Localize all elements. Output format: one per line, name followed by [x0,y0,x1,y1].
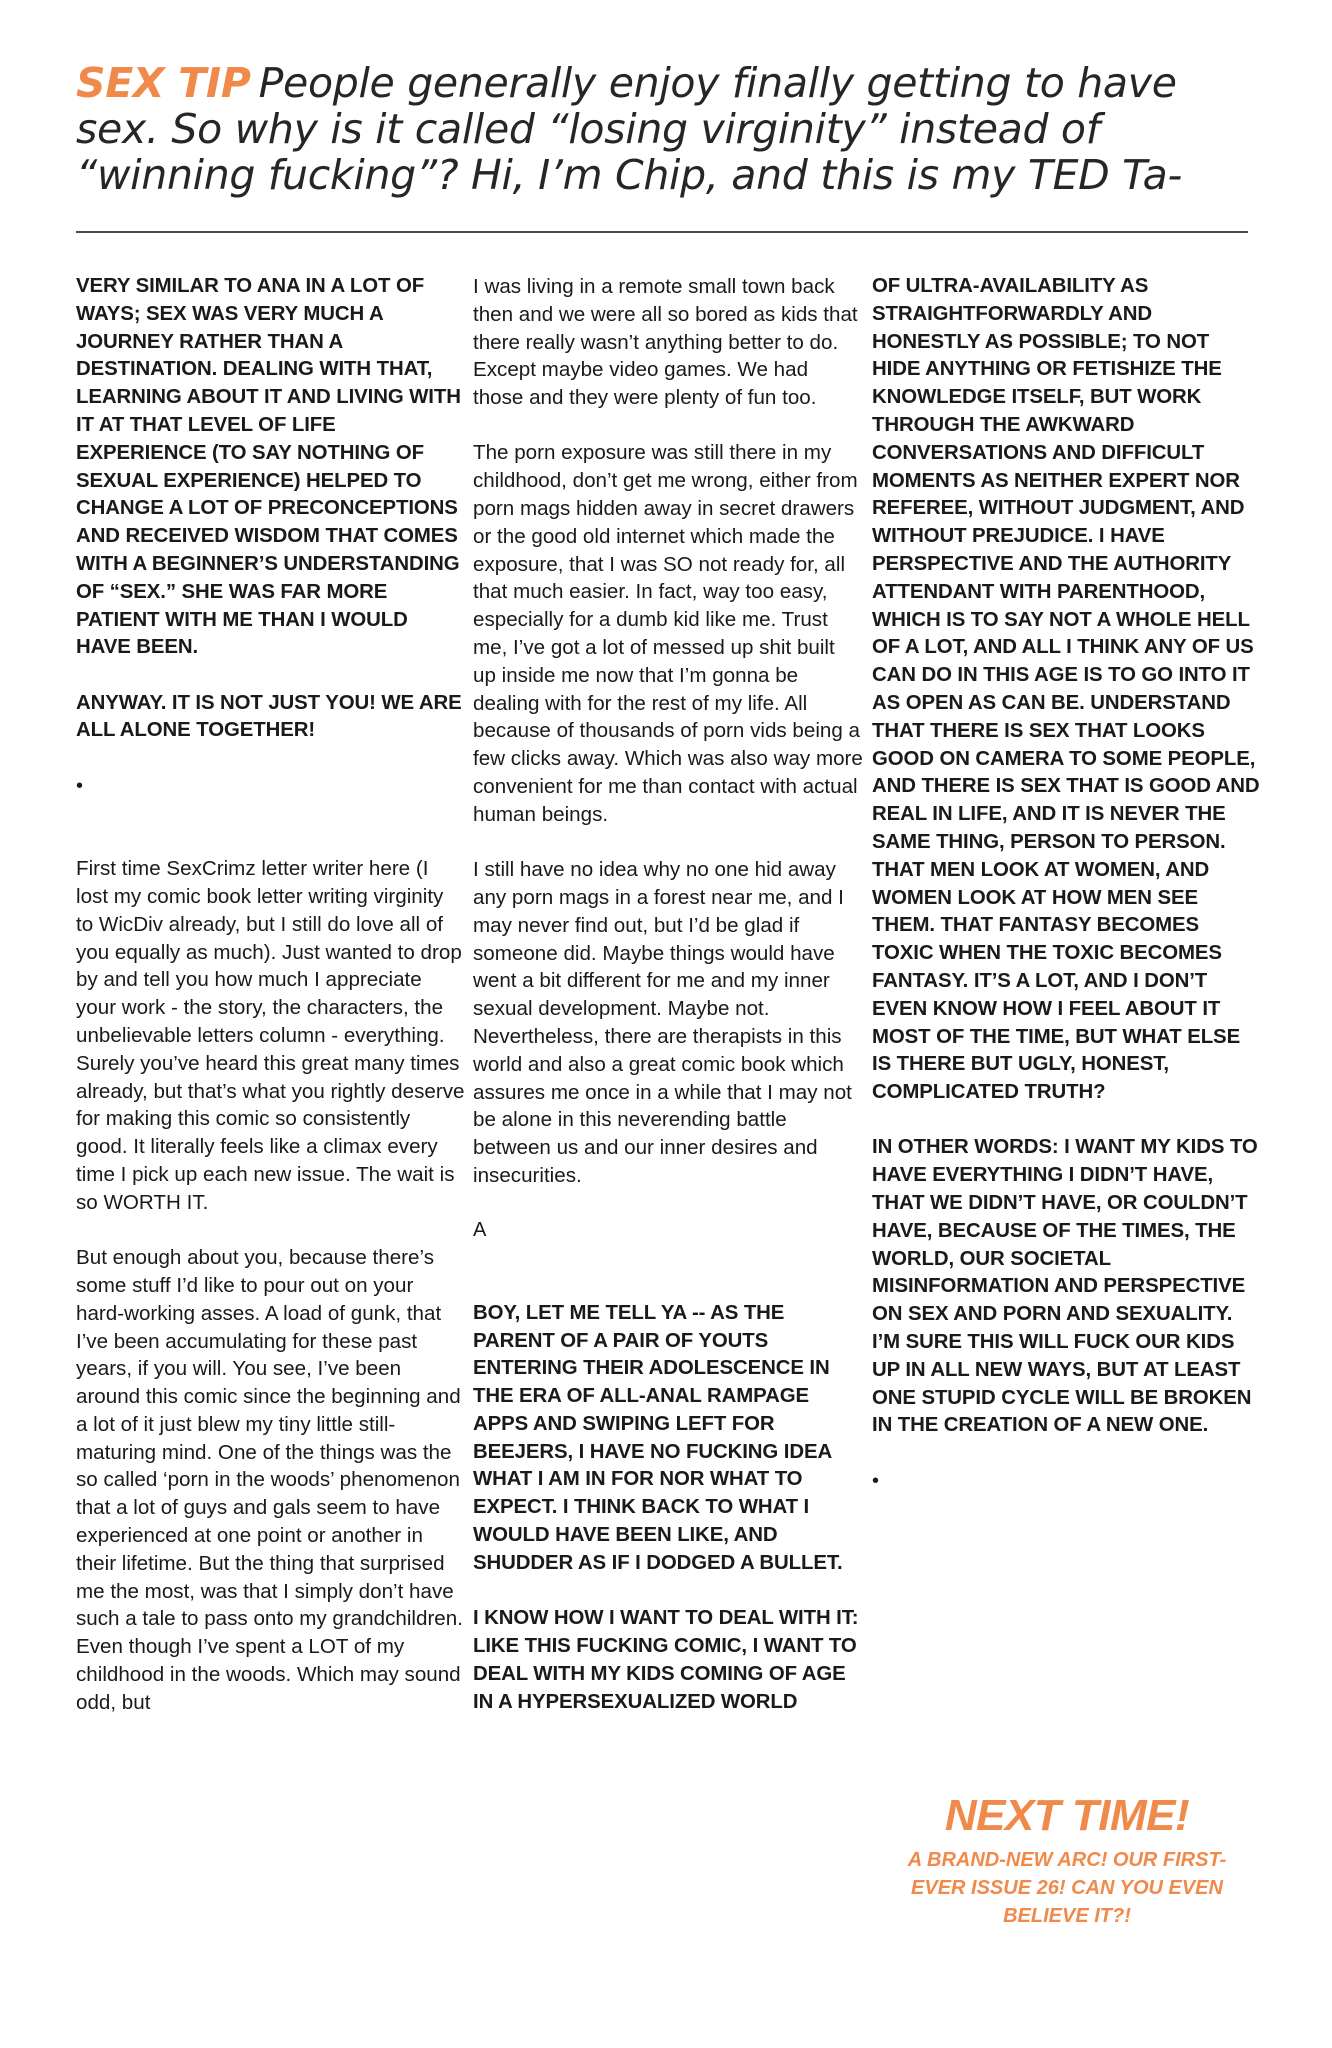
headline [76,60,1266,198]
column-1 [76,273,466,1744]
reply-paragraph: OF ULTRA-AVAILABILITY AS STRAIGHTFORWARDLY AND HONESTLY AS POSSIBLE; TO NOT HIDE ANYTHING OR FETISHIZE THE KNOWLEDGE ITSELF, BUT WORK THROUGH THE AWKWARD CONVERSATIONS AND DIFFICULT MOMENTS AS NEITHER EXPERT NOR REFEREE, WITHOUT JUDGMENT, AND WITHOUT PREJUDICE. I HAVE PERSPECTIVE AND THE AUTHORITY ATTENDANT WITH PARENTHOOD, WHICH IS TO SAY NOT A WHOLE HELL OF A LOT, AND ALL I THINK ANY OF US CAN DO IN THIS AGE IS TO GO INTO IT AS OPEN AS CAN BE. UNDERSTAND THAT THERE IS SEX THAT LOOKS GOOD ON CAMERA TO SOME PEOPLE, AND THERE IS SEX THAT IS GOOD AND REAL IN LIFE, AND IT IS NEVER THE SAME THING, PERSON TO PERSON. THAT MEN LOOK AT WOMEN, AND WOMEN LOOK AT HOW MEN SEE THEM. THAT FANTASY BECOMES TOXIC WHEN THE TOXIC BECOMES FANTASY. IT’S A LOT, AND I DON’T EVEN KNOW HOW I FEEL ABOUT IT MOST OF THE TIME, BUT WHAT ELSE IS THERE BUT UGLY, HONEST, COMPLICATED TRUTH? [872,275,1260,1104]
letter-separator: • [76,774,84,797]
page-header [76,60,1266,198]
reply-paragraph: VERY SIMILAR TO ANA IN A LOT OF WAYS; SEX WAS VERY MUCH A JOURNEY RATHER THAN A DESTINATION. DEALING WITH THAT, LEARNING ABOUT IT AND LIVING WITH IT AT THAT LEVEL OF LIFE EXPERIENCE (TO SAY NOTHING OF SEXUAL EXPERIENCE) HELPED TO CHANGE A LOT OF PRECONCEPTIONS AND RECEIVED WISDOM THAT COMES WITH A BEGINNER’S UNDERSTANDING OF “SEX.” SHE WAS FAR MORE PATIENT WITH ME THAN I WOULD HAVE BEEN. [76,275,461,659]
reply-paragraph: BOY, LET ME TELL YA -- AS THE PARENT OF A PAIR OF YOUTS ENTERING THEIR ADOLESCENCE IN THE ERA OF ALL-ANAL RAMPAGE APPS AND SWIPING LEFT FOR BEEJERS, I HAVE NO FUCKING IDEA WHAT I AM IN FOR NOR WHAT TO EXPECT. I THINK BACK TO WHAT I WOULD HAVE BEEN LIKE, AND SHUDDER AS IF I DODGED A BULLET. [473,1301,843,1574]
letter-signature: A [473,1219,487,1242]
reply-paragraph: I KNOW HOW I WANT TO DEAL WITH IT: LIKE THIS FUCKING COMIC, I WANT TO DEAL WITH MY KIDS COMING OF AGE IN A HYPERSEXUALIZED WORLD [473,1607,859,1713]
letter-paragraph: I still have no idea why no one hid away any porn mags in a forest near me, and I may never find out, but I’d be glad if someone did. Maybe things would have went a bit different for me and my inner sexual development. Maybe not. Nevertheless, there are therapists in this world and also a great comic book which assures me once in a while that I may not be alone in this neverending battle between us and our inner desires and insecurities. [473,858,852,1187]
next-time-title: NEXT TIME! [944,1791,1190,1840]
column-3 [872,273,1262,1550]
header-divider [76,231,1248,233]
reply-paragraph: ANYWAY. IT IS NOT JUST YOU! WE ARE ALL ALONE TOGETHER! [76,691,462,742]
letter-paragraph: First time SexCrimz letter writer here (I lost my comic book letter writing virginity to WicDiv already, but I still do love all of you equally as much). Just wanted to drop by and tell you how much I appreciate your work - the story, the characters, the unbelievable letters column - everything. Surely you’ve heard this great many times already, but that’s what you rightly deserve for making this comic so consistently good. It literally feels like a climax every time I pick up each new issue. The wait is so WORTH IT. [76,857,465,1214]
letter-paragraph: But enough about you, because there’s some stuff I’d like to pour out on your hard-working asses. A load of gunk, that I’ve been accumulating for these past years, if you will. You see, I’ve been around this comic since the beginning and a lot of it just blew my tiny little still-maturing mind. One of the things was the so called ‘porn in the woods’ phenomenon that a lot of guys and gals seem to have experienced at one point or another in their lifetime. But the thing that surprised me the most, was that I simply don’t have such a tale to pass onto my grandchildren. Even though I’ve spent a LOT of my childhood in the woods. Which may sound odd, but [76,1246,463,1714]
sex-tip-label: SEX TIP [76,59,251,107]
next-time-subtitle: A BRAND-NEW ARC! OUR FIRST-EVER ISSUE 26! CAN YOU EVEN BELIEVE IT?! [907,1849,1227,1927]
letter-paragraph: I was living in a remote small town back then and we were all so bored as kids that there really wasn’t anything better to do. Except maybe video games. We had those and they were plenty of fun too. [473,275,858,410]
letter-separator: • [872,1469,880,1492]
headline-text: People generally enjoy finally getting to have sex. So why is it called “losing virginity” instead of “winning fucking”? Hi, I’m Chip, and this is my TED Ta- [76,59,1182,199]
next-time-promo [872,1790,1262,1930]
letter-paragraph: The porn exposure was still there in my childhood, don’t get me wrong, either from porn mags hidden away in secret drawers or the good old internet which made the exposure, that I was SO not ready for, all that much easier. In fact, way too easy, especially for a dumb kid like me. Trust me, I’ve got a lot of messed up shit built up inside me now that I’m gonna be dealing with for the rest of my life. All because of thousands of porn vids being a few clicks away. Which was also way more convenient for me than contact with actual human beings. [473,441,863,826]
reply-paragraph: IN OTHER WORDS: I WANT MY KIDS TO HAVE EVERYTHING I DIDN’T HAVE, THAT WE DIDN’T HAVE, OR COULDN’T HAVE, BECAUSE OF THE TIMES, THE WORLD, OUR SOCIETAL MISINFORMATION AND PERSPECTIVE ON SEX AND PORN AND SEXUALITY. I’M SURE THIS WILL FUCK OUR KIDS UP IN ALL NEW WAYS, BUT AT LEAST ONE STUPID CYCLE WILL BE BROKEN IN THE CREATION OF A NEW ONE. [872,1136,1258,1437]
column-2 [473,273,863,1744]
